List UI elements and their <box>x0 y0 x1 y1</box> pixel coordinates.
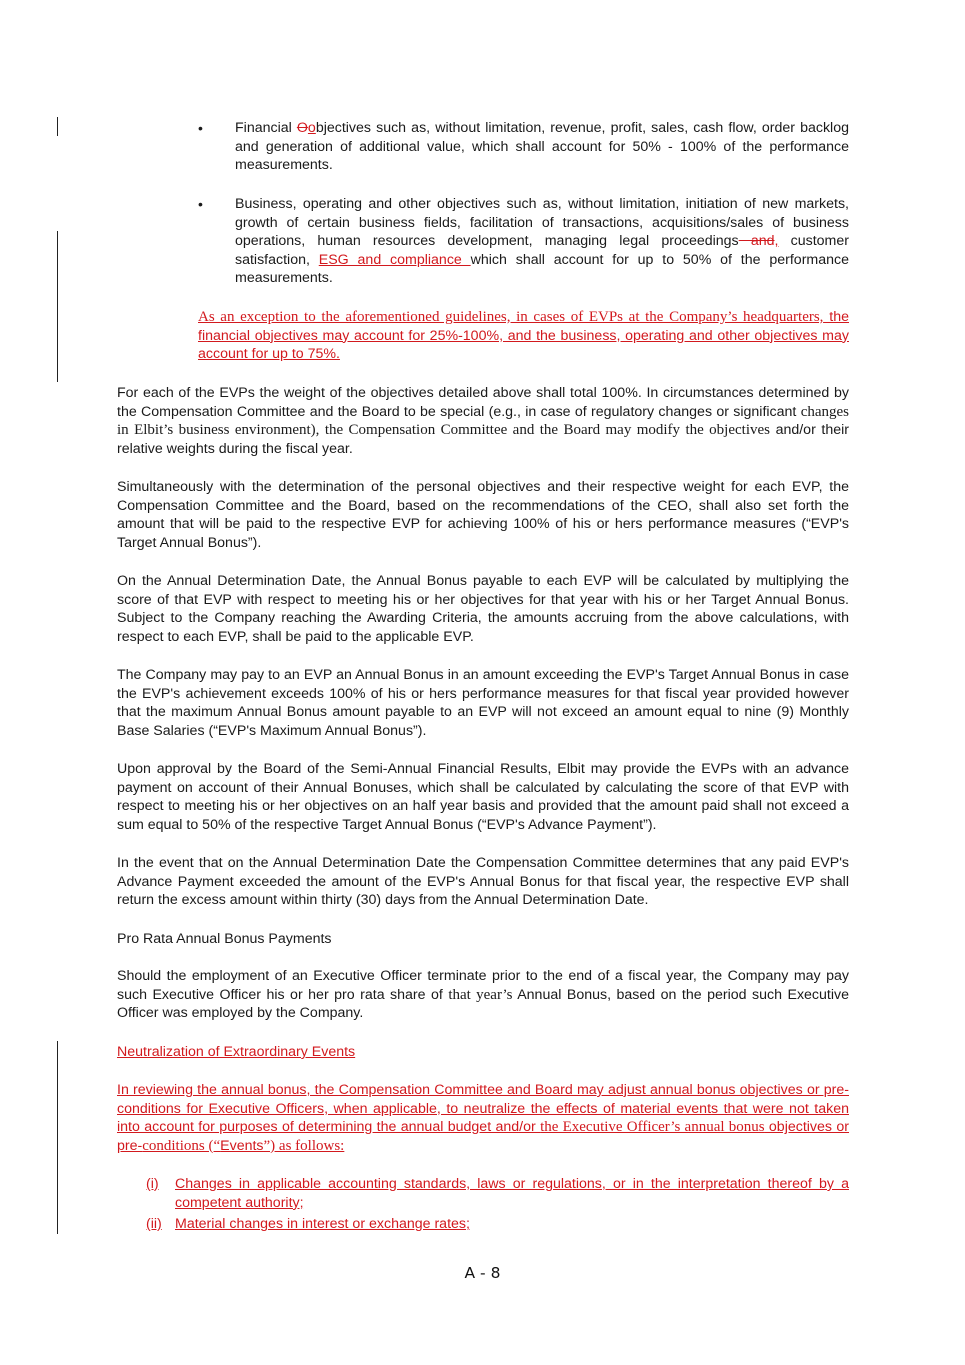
text-run: changes in Elbit’s business environment), the Compensation Committee and the Board may modify the objectives <box>117 403 849 439</box>
neutralization-paragraph <box>117 1081 849 1155</box>
weight-paragraph <box>117 384 849 458</box>
inserted-text: o <box>307 120 316 136</box>
bullet-business-objectives <box>235 195 849 288</box>
text-run: Business, operating and other objectives such as, without limitation, initiation of new markets, growth of certain business fields, facilitation of transactions, acquisitions/sales of business operations, human resources development, managing legal proceedings <box>235 196 849 250</box>
inserted-text: As an exception to the aforementioned guidelines, in cases of EVPs at the Company’s headquarters, <box>198 309 824 325</box>
inserted-text: ”) as follows: <box>263 1137 345 1154</box>
text-run: customer satisfaction, <box>235 233 849 268</box>
inserted-text: Events <box>220 1137 264 1154</box>
inserted-text: objectives or pre- <box>117 1119 849 1154</box>
pro-rata-paragraph <box>117 967 849 1023</box>
list-item <box>146 1215 849 1234</box>
deleted-text: O <box>296 120 308 136</box>
inserted-text: , <box>774 233 779 250</box>
text-run: which shall account for up to 50% of the performance measurements. <box>235 251 849 287</box>
bullet-marker: • <box>198 196 203 212</box>
revision-change-bar <box>57 231 58 382</box>
inserted-text: Material changes in interest or exchange rates; <box>175 1216 470 1232</box>
revision-change-bar <box>57 117 58 136</box>
inserted-text: Neutralization of Extraordinary Events <box>117 1044 356 1060</box>
inserted-text: ESG and compliance <box>318 251 471 268</box>
advance-payment-paragraph: Upon approval by the Board of the Semi-Annual Financial Results, Elbit may provide the EVPs with an advance payment on account of their Annual Bonuses, which shall be calculated by calculating the score of that EVP with respect to meeting his or her objectives on an half year basis and provided that the amount paid shall not exceed a sum equal to 50% of the respective Target Annual Bonus (“EVP's Advance Payment”). <box>117 761 849 833</box>
text-run: For each of the EVPs the weight of the objectives detailed above shall total 100%. In circumstances determined by the Compensation Committee and the Board to be special (e.g., in case of regulatory changes or significant <box>117 385 849 420</box>
text-run: that year’s <box>448 986 513 1003</box>
bullet-marker: • <box>198 120 203 136</box>
inserted-text: the Executive Officer’s annual bonus <box>540 1119 765 1136</box>
neutralization-heading <box>117 1043 849 1062</box>
page-number: A - 8 <box>464 1264 501 1282</box>
text-run: and/or their relative weights during the fiscal year. <box>117 422 849 457</box>
text-run: Annual Bonus, based on the period such Executive Officer was employed by the Company. <box>117 986 849 1022</box>
text-run: Should the employment of an Executive Officer terminate prior to the end of a fiscal year, the Company may pay such Executive Officer his or her pro rata share of <box>117 968 849 1003</box>
excess-return-paragraph: In the event that on the Annual Determination Date the Compensation Committee determines that any paid EVP's Advance Payment exceeded the amount of the EVP's Annual Bonus for that fiscal year, the respective EVP shall return the excess amount within thirty (30) days from the Annual Determination Date. <box>117 855 849 909</box>
text-run: bjectives such as, without limitation, revenue, profit, sales, cash flow, order backlog and generation of additional value, which shall account for 50% - 100% of the performance measurements. <box>235 120 849 174</box>
list-number: (i) <box>146 1176 159 1192</box>
list-item <box>146 1175 849 1212</box>
inserted-text: Changes in applicable accounting standards, laws or regulations, or in the interpretation thereof by a competent authority; <box>175 1176 849 1211</box>
deleted-text: and <box>738 233 775 250</box>
bullet-financial-objectives <box>235 119 849 175</box>
text-run: Financial <box>235 120 297 136</box>
list-number: (ii) <box>146 1216 162 1232</box>
maximum-bonus-paragraph: The Company may pay to an EVP an Annual Bonus in an amount exceeding the EVP's Target Annual Bonus in case the EVP's achievement exceeds 100% of his or hers performance measures for that fiscal year provided however that the maximum Annual Bonus amount payable to an EVP will not exceed an amount equal to nine (9) Monthly Base Salaries (“EVP's Maximum Annual Bonus”). <box>117 667 849 739</box>
inserted-text: In reviewing the annual bonus, the Compensation Committee and Board may adjust annual bonus objectives or pre-conditions for Executive Officers, when applicable, to neutralize the effects of material events that were not taken into account for purposes of determining the annual budget and/or <box>117 1082 849 1136</box>
pro-rata-heading: Pro Rata Annual Bonus Payments <box>117 931 332 947</box>
target-bonus-paragraph: Simultaneously with the determination of the personal objectives and their respective weight for each EVP, the Compensation Committee and the Board, based on the recommendations of the CEO, shall also set forth the amount that will be paid to the respective EVP for achieving 100% of his or hers performance measures (“EVP's Target Annual Bonus”). <box>117 479 849 551</box>
determination-paragraph: On the Annual Determination Date, the Annual Bonus payable to each EVP will be calculated by multiplying the score of that EVP with respect to meeting his or her objectives for that year with his or her Target Annual Bonus. Subject to the Company reaching the Awarding Criteria, the amounts accruing from the above calculations, with respect to each EVP, shall be paid to the applicable EVP. <box>117 573 849 645</box>
inserted-text: conditions (“ <box>142 1137 221 1154</box>
revision-change-bar <box>57 1041 58 1234</box>
exception-paragraph <box>198 308 849 364</box>
inserted-text: the financial objectives may account for 25%-100%, and the business, operating and other objectives may account for up to 75%. <box>198 309 849 363</box>
